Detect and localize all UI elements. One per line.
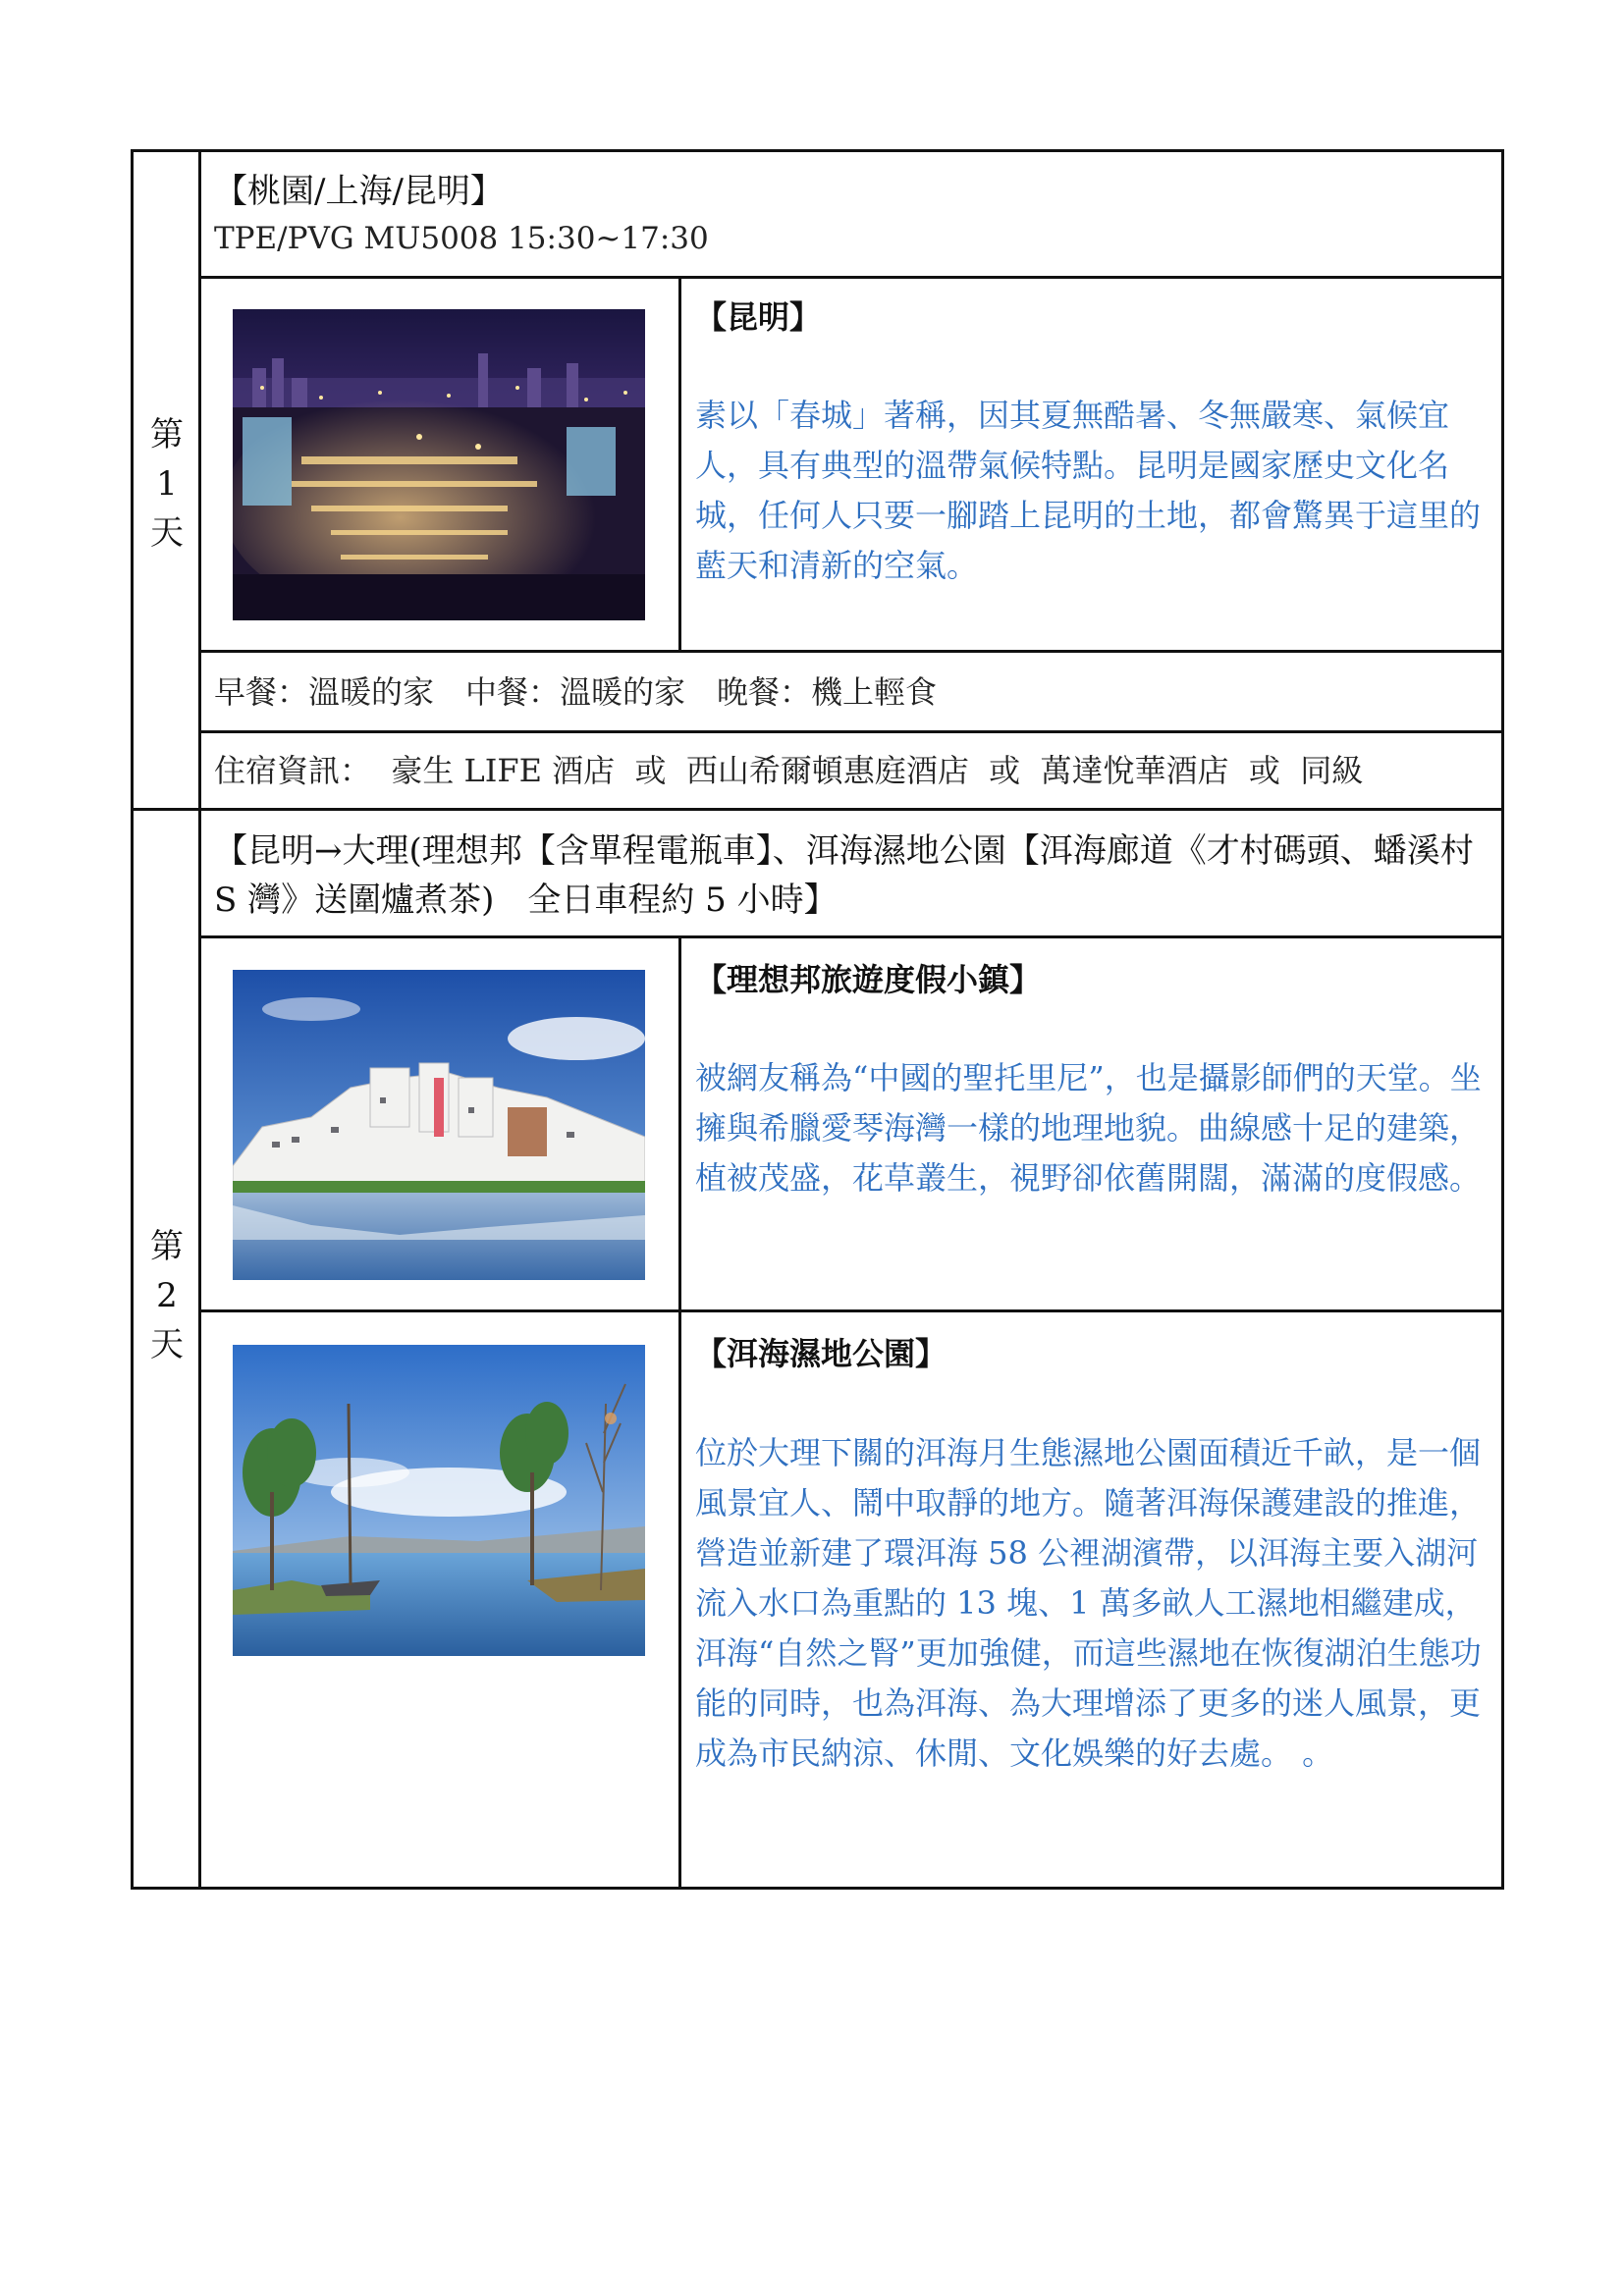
day1-meal-divider <box>198 730 1504 733</box>
erhai-wetland-lake-photo <box>233 1345 645 1656</box>
day1-label <box>134 410 200 558</box>
table-top-border <box>131 149 1504 152</box>
day2-label-number: 2 <box>156 1276 178 1315</box>
day2-title-divider <box>198 935 1504 938</box>
erhai-description: 位於大理下關的洱海月生態濕地公園面積近千畝，是一個風景宜人、鬧中取靜的地方。隨著洱海保護建設的推進，營造並新建了環洱海 58 公裡湖濱帶，以洱海主要入湖河流入水口為重點的 13 塊、1 萬多畝人工濕地相繼建成，洱海“自然之腎”更加強健，而這些濕地在恢復湖泊生態功能的同時，也為洱海、為大理增添了更多的迷人風景，更成為市民納涼、休閒、文化娛樂的好去處。 。 <box>695 1434 1482 1772</box>
erhai-section-title: 【洱海濕地公園】 <box>695 1335 947 1372</box>
day-separator <box>131 808 1504 811</box>
day1-image-divider <box>678 276 681 653</box>
day1-meals: 早餐：溫暖的家 中餐：溫暖的家 晚餐：機上輕食 <box>214 673 938 711</box>
ideal-town-white-buildings-photo <box>233 970 645 1280</box>
kunming-night-city-photo <box>233 309 645 620</box>
day1-label-prefix: 第 <box>150 415 184 454</box>
table-right-border <box>1501 149 1504 1890</box>
day1-label-suffix: 天 <box>150 513 184 553</box>
kunming-description: 素以「春城」著稱，因其夏無酷暑、冬無嚴寒、氣候宜人，具有典型的溫帶氣候特點。昆明是國家歷史文化名城，任何人只要一腳踏上昆明的土地，都會驚異于這里的藍天和清新的空氣。 <box>695 397 1482 584</box>
day1-label-number: 1 <box>156 464 178 504</box>
day2-label-suffix: 天 <box>150 1325 184 1364</box>
day2-label <box>134 1222 200 1369</box>
table-bottom-border <box>131 1887 1504 1890</box>
day1-title: 【桃園/上海/昆明】 <box>214 172 504 211</box>
kunming-section-title: 【昆明】 <box>695 298 822 336</box>
day1-content-divider <box>198 650 1504 653</box>
day1-hotel: 住宿資訊： 豪生 LIFE 酒店 或 西山希爾頓惠庭酒店 或 萬達悅華酒店 或 同級 <box>214 752 1364 789</box>
day2-title: 【昆明→大理(理想邦【含單程電瓶車】、洱海濕地公園【洱海廊道《才村碼頭、蟠溪村 S 灣》送圍爐煮茶) 全日車程約 5 小時】 <box>214 831 1485 920</box>
day1-title-divider <box>198 276 1504 279</box>
day2-image-divider <box>678 935 681 1890</box>
ideal-town-description: 被網友稱為“中國的聖托里尼”，也是攝影師們的天堂。坐擁與希臘愛琴海灣一樣的地理地貌。曲線感十足的建築，植被茂盛，花草叢生，視野卻依舊開闊，滿滿的度假感。 <box>695 1059 1482 1197</box>
day1-flight: TPE/PVG MU5008 15:30~17:30 <box>214 221 709 256</box>
day2-label-prefix: 第 <box>150 1227 184 1266</box>
ideal-town-section-title: 【理想邦旅遊度假小鎮】 <box>695 961 1042 998</box>
day2-section-divider <box>198 1309 1504 1312</box>
